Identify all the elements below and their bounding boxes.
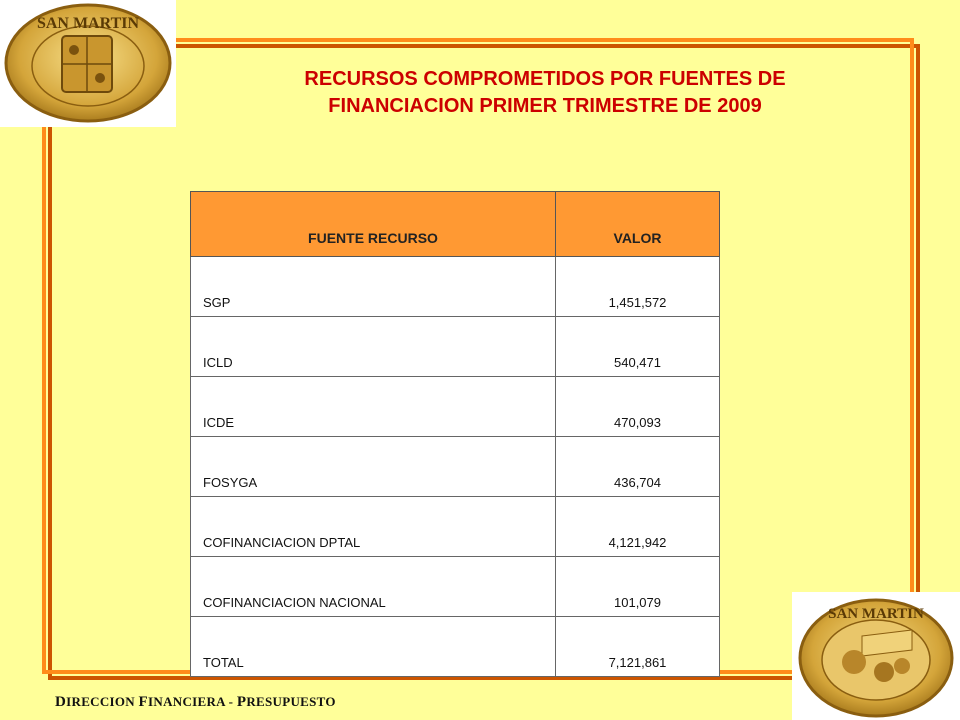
logo-top-text: SAN MARTIN <box>36 15 140 32</box>
row-value: 540,471 <box>556 317 720 377</box>
row-source: TOTAL <box>191 617 556 677</box>
row-value: 7,121,861 <box>556 617 720 677</box>
san-martin-logo-bottom <box>792 592 960 720</box>
row-source: COFINANCIACION NACIONAL <box>191 557 556 617</box>
row-source: SGP <box>191 257 556 317</box>
row-value: 470,093 <box>556 377 720 437</box>
footer-department: DIRECCION FINANCIERA - PRESUPUESTO <box>55 694 336 710</box>
header-source: FUENTE RECURSO <box>191 192 556 257</box>
row-value: 436,704 <box>556 437 720 497</box>
san-martin-logo-top <box>0 0 176 127</box>
resources-table <box>190 191 720 677</box>
row-source: FOSYGA <box>191 437 556 497</box>
header-value: VALOR <box>556 192 720 257</box>
table-row-total <box>191 617 720 677</box>
row-source: ICDE <box>191 377 556 437</box>
page-title <box>200 66 890 120</box>
row-value: 1,451,572 <box>556 257 720 317</box>
logo-bottom-text: SAN MARTIN <box>828 606 924 622</box>
row-source: ICLD <box>191 317 556 377</box>
table-row <box>191 497 720 557</box>
row-value: 4,121,942 <box>556 497 720 557</box>
table-row <box>191 317 720 377</box>
table-header-row <box>191 192 720 257</box>
table-row <box>191 377 720 437</box>
table-row <box>191 257 720 317</box>
table-row <box>191 557 720 617</box>
table-row <box>191 437 720 497</box>
title-line-1: RECURSOS COMPROMETIDOS POR FUENTES DE <box>304 68 786 90</box>
row-source: COFINANCIACION DPTAL <box>191 497 556 557</box>
row-value: 101,079 <box>556 557 720 617</box>
title-line-2: FINANCIACION PRIMER TRIMESTRE DE 2009 <box>328 95 762 117</box>
